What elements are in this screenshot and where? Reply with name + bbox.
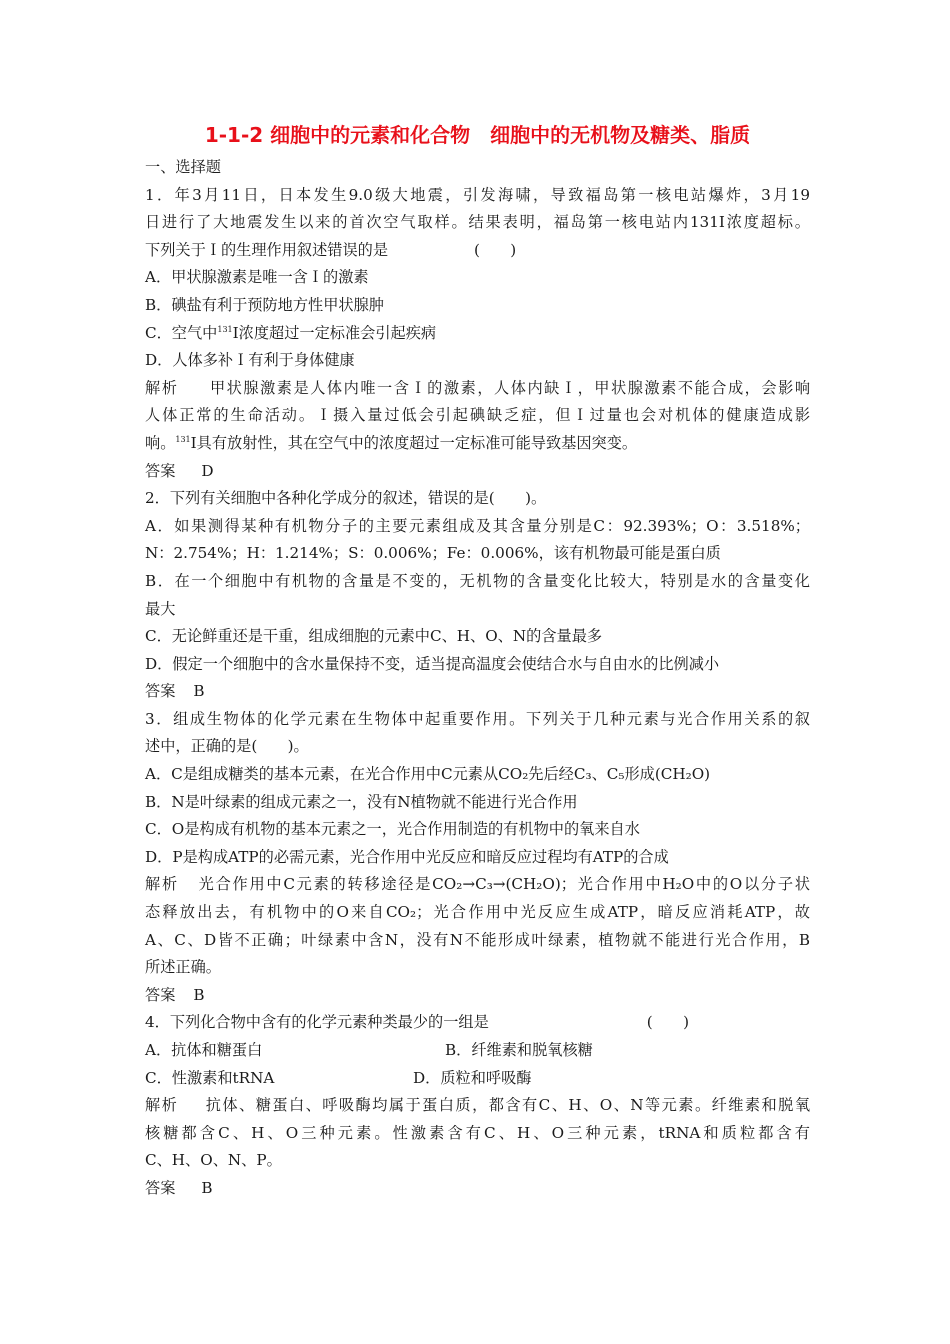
- explanation-text: 光合作用中C元素的转移途径是CO₂→C₃→(CH₂O)；光合作用中H₂O中的O以分子状: [196, 875, 810, 894]
- q2-option-d: D．假定一个细胞中的含水量保持不变，适当提高温度会使结合水与自由水的比例减小: [145, 654, 720, 673]
- q3-option-b: B．N是叶绿素的组成元素之一，没有N植物就不能进行光合作用: [145, 792, 578, 811]
- isotope-superscript: 131: [175, 434, 191, 444]
- q4-explanation-line: [145, 1092, 810, 1120]
- q1-option-c-text: I浓度超过一定标准会引起疾病: [232, 323, 437, 342]
- answer-bracket: ( ): [474, 240, 517, 259]
- q1-explanation-line: 人体正常的生命活动。Ｉ摄入量过低会引起碘缺乏症，但Ｉ过量也会对机体的健康造成影: [145, 406, 810, 425]
- answer-label: 答案: [145, 461, 176, 480]
- q1-option-c: [145, 320, 810, 348]
- answer-bracket: ( ): [646, 1013, 690, 1032]
- q2-option-b: B．在一个细胞中有机物的含量是不变的，无机物的含量变化比较大，特别是水的含量变化: [145, 571, 810, 590]
- section-heading: 一、选择题: [145, 158, 221, 176]
- q3-answer: [145, 982, 810, 1010]
- q2-option-a-cont: N：2.754%；H：1.214%；S：0.006%；Fe：0.006%，该有机物最可能是蛋白质: [145, 544, 721, 563]
- q4-option-c: C．性激素和tRNA: [145, 1068, 275, 1087]
- explanation-text: 甲状腺激素是人体内唯一含Ｉ的激素，人体内缺Ｉ，甲状腺激素不能合成，会影响: [208, 378, 811, 397]
- q1-stem-text: 下列关于Ｉ的生理作用叙述错误的是: [145, 240, 388, 259]
- question-2: [145, 485, 810, 706]
- answer-label: 答案: [145, 682, 176, 701]
- question-3: [145, 706, 810, 1010]
- answer-label: 答案: [145, 1178, 176, 1197]
- document-body: [145, 118, 810, 1203]
- q4-option-d: D．质粒和呼吸酶: [413, 1068, 532, 1087]
- q3-explanation-line: 所述正确。: [145, 958, 221, 977]
- explanation-text: I具有放射性，其在空气中的浓度超过一定标准可能导致基因突变。: [190, 433, 638, 452]
- answer-value: D: [201, 461, 214, 480]
- q2-option-a: A．如果测得某种有机物分子的主要元素组成及其含量分别是C：92.393%；O：3.518%；: [145, 516, 810, 535]
- q4-explanation-line: C、H、O、N、P。: [145, 1151, 282, 1170]
- answer-value: B: [201, 1178, 213, 1197]
- q4-stem-text: 4．下列化合物中含有的化学元素种类最少的一组是: [145, 1013, 489, 1032]
- q1-option-b: B．碘盐有利于预防地方性甲状腺肿: [145, 295, 384, 314]
- explanation-label: 解析: [145, 1096, 179, 1115]
- q4-options-row: [145, 1065, 810, 1093]
- q4-option-b: B．纤维素和脱氧核糖: [445, 1041, 593, 1059]
- answer-value: B: [193, 985, 205, 1004]
- q4-stem: [145, 1009, 810, 1037]
- q3-explanation-line: [145, 871, 810, 899]
- q4-answer: [145, 1175, 810, 1203]
- q1-stem-line: 日进行了大地震发生以来的首次空气取样。结果表明，福岛第一核电站内131I浓度超标。: [145, 213, 810, 232]
- q4-options-row: [145, 1037, 810, 1065]
- explanation-label: 解析: [145, 875, 179, 894]
- q2-stem: 2．下列有关细胞中各种化学成分的叙述，错误的是( )。: [145, 489, 547, 508]
- explanation-text: 响。: [145, 433, 176, 452]
- q4-explanation-line: 核糖都含C、H、O三种元素。性激素含有C、H、O三种元素，tRNA和质粒都含有: [145, 1123, 810, 1142]
- q4-option-a: A．抗体和糖蛋白: [145, 1041, 263, 1059]
- question-4: [145, 1009, 810, 1202]
- q1-option-d: D．人体多补Ｉ有利于身体健康: [145, 351, 355, 370]
- explanation-text: 抗体、糖蛋白、呼吸酶均属于蛋白质，都含有C、H、O、N等元素。纤维素和脱氧: [204, 1096, 811, 1115]
- q3-option-c: C．O是构成有机物的基本元素之一，光合作用制造的有机物中的氧来自水: [145, 820, 640, 839]
- q3-explanation-line: 态释放出去，有机物中的O来自CO₂；光合作用中光反应生成ATP，暗反应消耗ATP，故: [145, 903, 810, 922]
- q1-explanation-line: [145, 430, 810, 458]
- answer-label: 答案: [145, 985, 176, 1004]
- q3-stem-line: 3．组成生物体的化学元素在生物体中起重要作用。下列关于几种元素与光合作用关系的叙: [145, 709, 810, 728]
- q1-option-c-text: C．空气中: [145, 323, 218, 342]
- isotope-superscript: 131: [217, 324, 233, 334]
- q2-option-b-cont: 最大: [145, 599, 176, 618]
- q1-option-a: A．甲状腺激素是唯一含Ｉ的激素: [145, 268, 369, 287]
- q3-explanation-line: A、C、D皆不正确；叶绿素中含N，没有N不能形成叶绿素，植物就不能进行光合作用，B: [145, 930, 810, 949]
- q2-option-c: C．无论鲜重还是干重，组成细胞的元素中C、H、O、N的含量最多: [145, 627, 603, 646]
- q2-answer: [145, 678, 810, 706]
- q1-stem-line: 1．年3月11日，日本发生9.0级大地震，引发海啸，导致福岛第一核电站爆炸，3月19: [145, 185, 810, 204]
- question-1: [145, 182, 810, 486]
- q3-option-a: A．C是组成糖类的基本元素，在光合作用中C元素从CO₂先后经C₃、C₅形成(CH₂O): [145, 765, 711, 784]
- q1-explanation-line: [145, 375, 810, 403]
- explanation-label: 解析: [145, 378, 179, 397]
- q3-stem-line: 述中，正确的是( )。: [145, 737, 309, 756]
- q3-option-d: D．P是构成ATP的必需元素，光合作用中光反应和暗反应过程均有ATP的合成: [145, 847, 669, 866]
- q1-answer: [145, 458, 810, 486]
- answer-value: B: [193, 682, 205, 701]
- q1-stem-line: [145, 237, 810, 265]
- page-title: 1-1-2 细胞中的元素和化合物 细胞中的无机物及糖类、脂质: [204, 123, 751, 147]
